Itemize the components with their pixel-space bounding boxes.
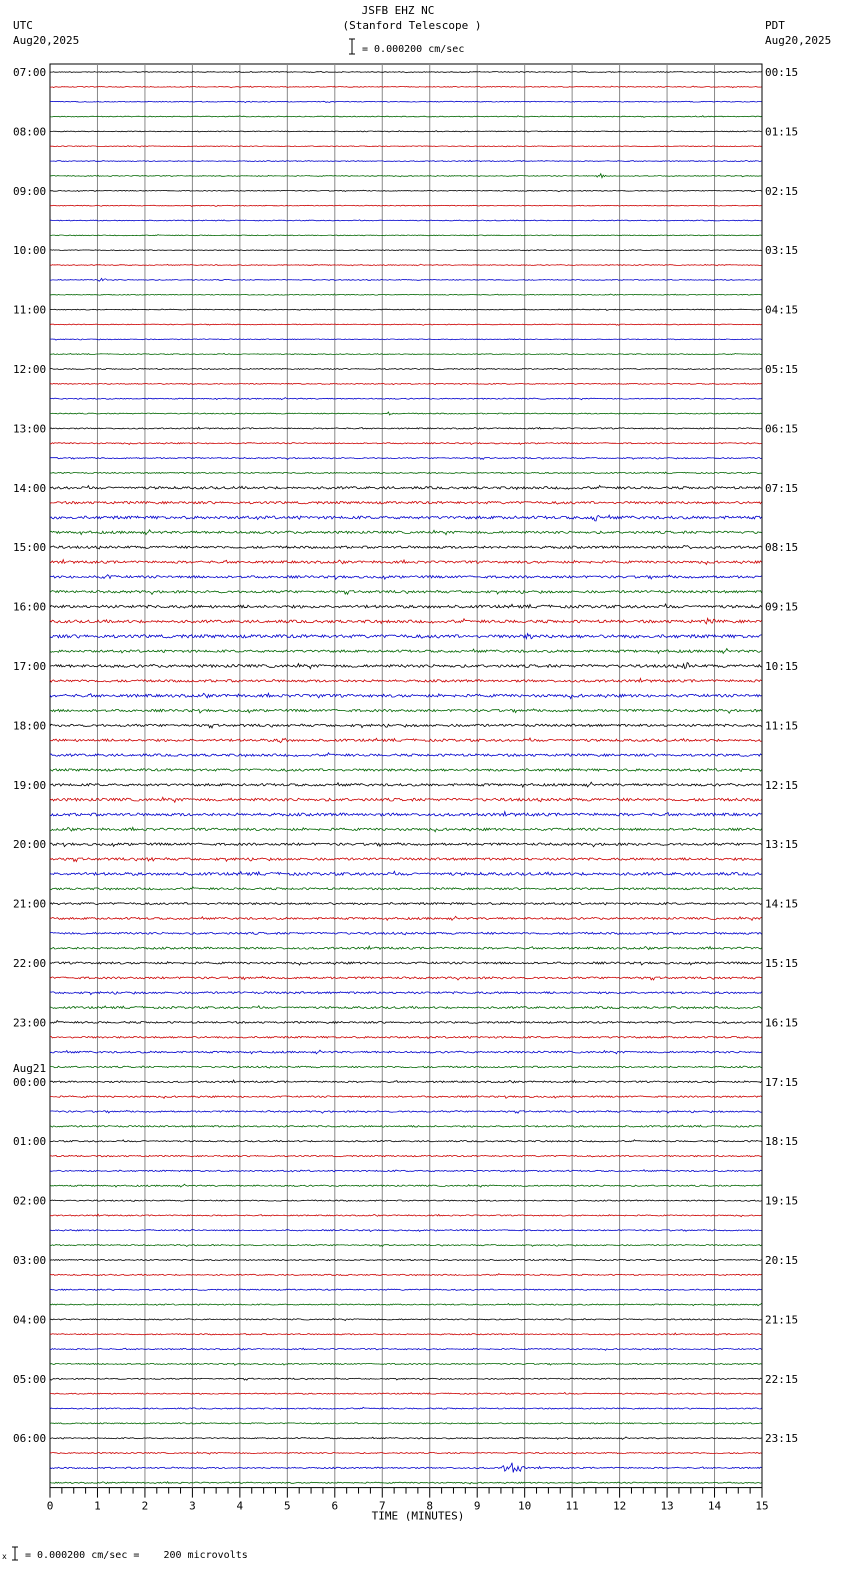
trace-line [50, 250, 762, 251]
utc-hour-label: 17:00 [13, 660, 47, 673]
trace-line [50, 294, 762, 295]
trace-line [50, 1050, 762, 1054]
trace-line [50, 1214, 762, 1217]
trace-line [50, 205, 762, 206]
trace-line [50, 932, 762, 935]
pdt-hour-label: 01:15 [765, 125, 799, 139]
trace-line [50, 1463, 762, 1473]
trace-line [50, 264, 762, 266]
utc-hour-label: 22:00 [13, 957, 47, 970]
pdt-hour-label: 08:15 [765, 541, 799, 555]
pdt-hour-label: 14:15 [765, 897, 799, 911]
pdt-hour-label: 02:15 [765, 184, 799, 198]
trace-line [50, 443, 762, 445]
x-tick-label: 9 [473, 1499, 481, 1513]
trace-line [50, 1200, 762, 1202]
trace-line [50, 575, 762, 580]
trace-line [50, 1110, 762, 1113]
trace-line [50, 502, 762, 505]
trace-line [50, 962, 762, 965]
pdt-hour-label: 21:15 [765, 1313, 799, 1327]
trace-line [50, 1393, 762, 1395]
trace-line [50, 1407, 762, 1409]
trace-line [50, 383, 762, 385]
right-date: Aug20,2025 [765, 34, 832, 47]
trace-line [50, 220, 762, 221]
utc-hour-label: 00:00 [13, 1075, 47, 1089]
trace-line [50, 71, 762, 72]
trace-line [50, 1437, 762, 1439]
trace-line [50, 457, 762, 459]
trace-line [50, 560, 762, 565]
left-timezone: UTC [13, 19, 33, 32]
utc-hour-label: 13:00 [13, 422, 47, 436]
pdt-hour-label: 06:15 [765, 422, 799, 436]
utc-hour-label: 04:00 [13, 1313, 47, 1327]
trace-line [50, 412, 762, 415]
left-date: Aug20,2025 [13, 34, 80, 47]
trace-line [50, 1155, 762, 1157]
x-tick-label: 11 [565, 1499, 579, 1513]
trace-line [50, 1096, 762, 1098]
trace-line [50, 604, 762, 608]
x-tick-label: 13 [660, 1499, 674, 1513]
trace-line [50, 86, 762, 88]
x-tick-label: 0 [46, 1499, 54, 1513]
pdt-hour-label: 05:15 [765, 363, 799, 376]
trace-line [50, 1021, 762, 1024]
trace-line [50, 1333, 762, 1335]
trace-line [50, 1274, 762, 1276]
right-timezone: PDT [765, 19, 785, 32]
utc-hour-label: 03:00 [13, 1254, 47, 1267]
trace-line [50, 782, 762, 787]
pdt-hour-label: 09:15 [765, 600, 799, 614]
trace-line [50, 903, 762, 905]
x-tick-label: 10 [518, 1499, 532, 1513]
trace-line [50, 1125, 762, 1127]
trace-line [50, 1348, 762, 1350]
trace-line [50, 769, 762, 772]
trace-line [50, 976, 762, 980]
pdt-hour-label: 15:15 [765, 957, 799, 970]
pdt-hour-label: 18:15 [765, 1135, 799, 1149]
trace-line [50, 190, 762, 192]
trace-line [50, 515, 762, 521]
utc-hour-label: 12:00 [13, 363, 47, 376]
trace-line [50, 1289, 762, 1290]
utc-hour-label: 08:00 [13, 125, 47, 139]
pdt-hour-label: 11:15 [765, 719, 799, 733]
trace-line [50, 1363, 762, 1365]
x-tick-label: 5 [284, 1499, 291, 1513]
x-tick-label: 12 [612, 1499, 627, 1513]
utc-hour-label: 01:00 [13, 1135, 47, 1149]
trace-line [50, 618, 762, 624]
utc-hour-label: 07:00 [13, 66, 47, 79]
pdt-hour-label: 03:15 [765, 244, 799, 258]
trace-line [50, 724, 762, 728]
footer-scale-note: = 0.000200 cm/sec = 200 microvolts [25, 1550, 248, 1561]
utc-hour-label: 06:00 [13, 1432, 47, 1446]
trace-line [50, 530, 762, 535]
trace-line [50, 1452, 762, 1454]
trace-line [50, 1036, 762, 1038]
trace-line [50, 472, 762, 474]
utc-hour-label: 02:00 [13, 1194, 47, 1208]
x-tick-label: 1 [94, 1499, 101, 1513]
trace-line [50, 1318, 762, 1320]
trace-line [50, 590, 762, 594]
trace-line [50, 1378, 762, 1380]
trace-line [50, 427, 762, 429]
x-tick-label: 15 [755, 1499, 769, 1513]
trace-line [50, 339, 762, 340]
trace-line [50, 663, 762, 669]
trace-line [50, 1245, 762, 1247]
trace-line [50, 1482, 762, 1484]
x-tick-label: 14 [707, 1499, 722, 1513]
trace-line [50, 1259, 762, 1261]
trace-line [50, 649, 762, 654]
scale-label: = 0.000200 cm/sec [362, 44, 465, 55]
pdt-hour-label: 12:15 [765, 778, 799, 792]
station-title: JSFB EHZ NC [361, 4, 435, 17]
utc-hour-label: 15:00 [13, 541, 47, 555]
pdt-hour-label: 17:15 [765, 1075, 799, 1089]
utc-date-label: Aug21 [13, 1061, 47, 1075]
trace-line [50, 278, 762, 281]
utc-hour-label: 18:00 [13, 719, 47, 733]
trace-line [50, 1303, 762, 1305]
x-tick-label: 8 [426, 1499, 434, 1513]
x-axis-label: TIME (MINUTES) [371, 1509, 465, 1523]
trace-line [50, 1230, 762, 1232]
trace-line [50, 1423, 762, 1424]
x-tick-label: 7 [378, 1499, 386, 1513]
utc-hour-label: 10:00 [13, 244, 47, 258]
utc-hour-label: 09:00 [13, 184, 47, 198]
trace-line [50, 131, 762, 132]
utc-hour-label: 21:00 [13, 897, 47, 911]
trace-line [50, 116, 762, 118]
pdt-hour-label: 16:15 [765, 1016, 799, 1030]
trace-line [50, 946, 762, 950]
trace-line [50, 1170, 762, 1172]
trace-line [50, 1066, 762, 1068]
trace-line [50, 827, 762, 832]
plot-frame [50, 64, 762, 1488]
utc-hour-label: 05:00 [13, 1372, 47, 1386]
trace-line [50, 797, 762, 802]
pdt-hour-label: 20:15 [765, 1254, 799, 1267]
trace-line [50, 369, 762, 370]
utc-hour-label: 19:00 [13, 778, 47, 792]
trace-line [50, 235, 762, 236]
x-tick-label: 4 [236, 1499, 244, 1513]
trace-line [50, 678, 762, 682]
x-tick-label: 6 [331, 1499, 339, 1513]
trace-line [50, 843, 762, 847]
site-subtitle: (Stanford Telescope ) [342, 19, 482, 32]
trace-line [50, 916, 762, 920]
x-tick-label: 3 [189, 1499, 196, 1513]
trace-line [50, 174, 762, 178]
footer-scale-bar-icon [2, 1546, 20, 1562]
svg-text:x: x [2, 1552, 7, 1561]
trace-line [50, 738, 762, 743]
trace-line [50, 992, 762, 995]
trace-line [50, 1080, 762, 1083]
utc-hour-label: 23:00 [13, 1016, 47, 1030]
pdt-hour-label: 13:15 [765, 838, 799, 852]
trace-line [50, 486, 762, 490]
trace-line [50, 309, 762, 310]
pdt-hour-label: 23:15 [765, 1432, 799, 1446]
trace-line [50, 871, 762, 875]
trace-line [50, 101, 762, 102]
trace-line [50, 693, 762, 698]
utc-hour-label: 16:00 [13, 600, 47, 614]
x-tick-label: 2 [141, 1499, 149, 1513]
trace-line [50, 858, 762, 862]
trace-line [50, 1184, 762, 1187]
pdt-hour-label: 22:15 [765, 1372, 799, 1386]
trace-line [50, 546, 762, 549]
trace-line [50, 1140, 762, 1142]
pdt-hour-label: 10:15 [765, 660, 799, 673]
utc-hour-label: 14:00 [13, 481, 47, 495]
trace-line [50, 353, 762, 354]
pdt-hour-label: 07:15 [765, 481, 799, 495]
trace-line [50, 160, 762, 161]
utc-hour-label: 20:00 [13, 838, 47, 852]
pdt-hour-label: 04:15 [765, 303, 799, 317]
trace-line [50, 709, 762, 713]
pdt-hour-label: 19:15 [765, 1194, 799, 1208]
pdt-hour-label: 00:15 [765, 66, 799, 79]
trace-line [50, 146, 762, 147]
trace-line [50, 634, 762, 639]
trace-line [50, 1006, 762, 1009]
trace-line [50, 812, 762, 817]
trace-line [50, 887, 762, 890]
trace-line [50, 324, 762, 325]
utc-hour-label: 11:00 [13, 303, 47, 317]
trace-line [50, 398, 762, 400]
trace-line [50, 753, 762, 757]
